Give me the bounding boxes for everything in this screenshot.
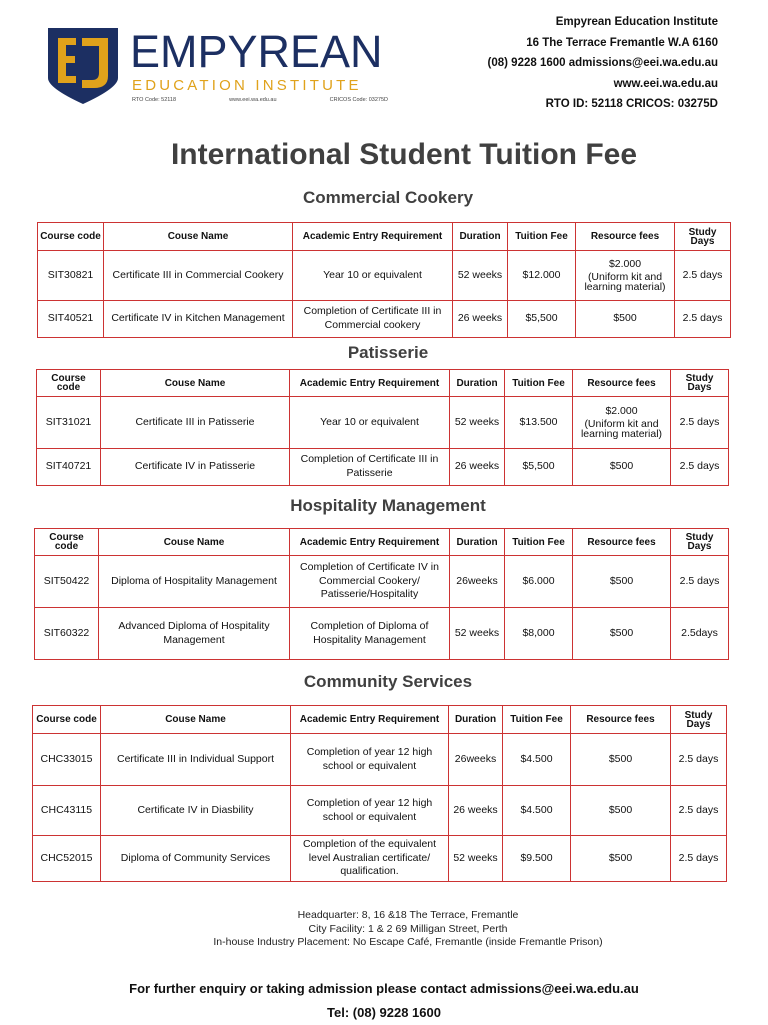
duration: 26 weeks <box>449 786 503 836</box>
header-resource-fees: Resource fees <box>576 223 675 251</box>
duration: 26 weeks <box>453 301 508 338</box>
study-days: 2.5days <box>671 608 729 660</box>
entry-requirement: Completion of the equivalent level Australian certificate/ qualification. <box>291 836 449 882</box>
header-course-name: Couse Name <box>101 706 291 734</box>
header-course-code: Course code <box>35 529 99 556</box>
resource-fee-amount: $2.000 <box>608 258 642 271</box>
entry-requirement: Completion of Certificate IV in Commercial Cookery/ Patisserie/Hospitality <box>290 556 450 608</box>
resource-fees: $500 <box>571 734 671 786</box>
entry-requirement: Completion of year 12 high school or equivalent <box>291 734 449 786</box>
section-title-patisserie: Patisserie <box>347 343 429 362</box>
table-row <box>38 301 731 338</box>
course-code: SIT50422 <box>35 556 99 608</box>
tuition-fee: $8,000 <box>505 608 573 660</box>
header-course-code: Course code <box>38 223 104 251</box>
course-name: Certificate IV in Patisserie <box>101 449 290 486</box>
header-course-code: Course code <box>37 370 101 397</box>
tuition-fee: $13.500 <box>505 397 573 449</box>
table-row <box>37 397 729 449</box>
course-name: Certificate III in Patisserie <box>101 397 290 449</box>
study-days: 2.5 days <box>671 836 727 882</box>
tuition-fee: $4.500 <box>503 786 571 836</box>
resource-fees: $500 <box>571 786 671 836</box>
course-name: Diploma of Hospitality Management <box>99 556 290 608</box>
footer-placement: In-house Industry Placement: No Escape Café, Fremantle (inside Fremantle Prison) <box>213 936 603 948</box>
course-name: Certificate III in Individual Support <box>101 734 291 786</box>
tuition-fee: $5,500 <box>505 449 573 486</box>
duration: 26weeks <box>449 734 503 786</box>
table-row <box>33 836 727 882</box>
course-name: Certificate IV in Diasbility <box>101 786 291 836</box>
duration: 26 weeks <box>450 449 505 486</box>
course-code: SIT40521 <box>38 301 104 338</box>
fee-table-hospitality-management <box>34 528 729 660</box>
fee-table-community-services <box>32 705 727 882</box>
duration: 52 weeks <box>450 397 505 449</box>
shield-logo-icon <box>46 26 120 106</box>
resource-fee-note: (Uniform kit and learning material) <box>580 417 663 441</box>
table-row <box>35 556 729 608</box>
rto-code: RTO Code: 52118 <box>132 97 177 103</box>
course-code: CHC33015 <box>33 734 101 786</box>
header-resource-fees: Resource fees <box>571 706 671 734</box>
header-tuition-fee: Tuition Fee <box>505 529 573 556</box>
header-course-name: Couse Name <box>104 223 293 251</box>
contact-rto: RTO ID: 52118 CRICOS: 03275D <box>545 98 718 111</box>
header-study-days: Study Days <box>671 706 727 734</box>
resource-fee-note: (Uniform kit and learning material) <box>584 270 666 294</box>
resource-fees: $500 <box>576 301 675 338</box>
header-course-code: Course code <box>33 706 101 734</box>
resource-fees: $500 <box>573 556 671 608</box>
table-row <box>33 786 727 836</box>
table-header-row <box>35 529 729 556</box>
course-name: Certificate IV in Kitchen Management <box>104 301 293 338</box>
header-entry-requirement: Academic Entry Requirement <box>291 706 449 734</box>
table-header-row <box>38 223 731 251</box>
course-code: SIT31021 <box>37 397 101 449</box>
brand-name: EMPYREAN <box>130 26 383 77</box>
course-name: Certificate III in Commercial Cookery <box>104 251 293 301</box>
enquiry-text[interactable]: For further enquiry or taking admission please contact admissions@eei.wa.edu.au <box>129 981 639 996</box>
course-name: Advanced Diploma of Hospitality Management <box>99 608 290 660</box>
entry-requirement: Year 10 or equivalent <box>290 397 450 449</box>
section-title-commercial-cookery: Commercial Cookery <box>302 188 474 207</box>
table-header-row <box>33 706 727 734</box>
study-days: 2.5 days <box>675 301 731 338</box>
contact-block <box>488 12 718 115</box>
table-row <box>38 251 731 301</box>
study-days: 2.5 days <box>671 397 729 449</box>
course-code: CHC52015 <box>33 836 101 882</box>
table-row <box>33 734 727 786</box>
header-entry-requirement: Academic Entry Requirement <box>290 370 450 397</box>
header-tuition-fee: Tuition Fee <box>508 223 576 251</box>
resource-fees: $500 <box>573 449 671 486</box>
study-days: 2.5 days <box>671 556 729 608</box>
header-study-days: Study Days <box>675 223 731 251</box>
tuition-fee: $5,500 <box>508 301 576 338</box>
cricos-code: CRICOS Code: 03275D <box>329 97 388 103</box>
institute-logo <box>46 26 391 108</box>
header-resource-fees: Resource fees <box>573 370 671 397</box>
course-code: SIT40721 <box>37 449 101 486</box>
duration: 52 weeks <box>453 251 508 301</box>
course-code: SIT60322 <box>35 608 99 660</box>
course-name: Diploma of Community Services <box>101 836 291 882</box>
contact-address: 16 The Terrace Fremantle W.A 6160 <box>526 36 718 49</box>
study-days: 2.5 days <box>671 734 727 786</box>
study-days: 2.5 days <box>671 449 729 486</box>
entry-requirement: Completion of year 12 high school or equivalent <box>291 786 449 836</box>
tuition-fee: $9.500 <box>503 836 571 882</box>
course-code: SIT30821 <box>38 251 104 301</box>
entry-requirement: Completion of Diploma of Hospitality Management <box>290 608 450 660</box>
footer-addresses <box>0 909 768 950</box>
table-row <box>37 449 729 486</box>
header-tuition-fee: Tuition Fee <box>503 706 571 734</box>
resource-fees: $500 <box>571 836 671 882</box>
resource-fee-amount: $2.000 <box>605 405 638 418</box>
tuition-fee: $6.000 <box>505 556 573 608</box>
fee-table-patisserie <box>36 369 729 486</box>
header-duration: Duration <box>450 370 505 397</box>
page-title: International Student Tuition Fee <box>170 138 638 171</box>
section-title-community-services: Community Services <box>303 672 473 691</box>
resource-fees: $500 <box>573 608 671 660</box>
header-tuition-fee: Tuition Fee <box>505 370 573 397</box>
study-days: 2.5 days <box>671 786 727 836</box>
tuition-fee: $4.500 <box>503 734 571 786</box>
resource-fees <box>573 397 671 449</box>
duration: 52 weeks <box>449 836 503 882</box>
table-header-row <box>37 370 729 397</box>
header-study-days: Study Days <box>671 370 729 397</box>
tuition-fee: $12.000 <box>508 251 576 301</box>
duration: 52 weeks <box>450 608 505 660</box>
enquiry-tel[interactable]: Tel: (08) 9228 1600 <box>327 1005 441 1020</box>
header-entry-requirement: Academic Entry Requirement <box>293 223 453 251</box>
section-title-hospitality-management: Hospitality Management <box>290 496 486 515</box>
resource-fees <box>576 251 675 301</box>
header-entry-requirement: Academic Entry Requirement <box>290 529 450 556</box>
header-duration: Duration <box>449 706 503 734</box>
header-duration: Duration <box>453 223 508 251</box>
fee-table-commercial-cookery <box>37 222 731 338</box>
contact-website[interactable]: www.eei.wa.edu.au <box>613 77 718 90</box>
brand-website: www.eei.wa.edu.au <box>229 97 277 103</box>
brand-subtitle: EDUCATION INSTITUTE <box>132 77 362 94</box>
entry-requirement: Year 10 or equivalent <box>293 251 453 301</box>
footer-enquiry <box>0 977 768 1025</box>
contact-phone-email[interactable]: (08) 9228 1600 admissions@eei.wa.edu.au <box>487 57 718 70</box>
footer-city-facility: City Facility: 1 & 2 69 Milligan Street, Perth <box>308 922 508 935</box>
brand-meta <box>132 97 388 103</box>
header-study-days: Study Days <box>671 529 729 556</box>
header-course-name: Couse Name <box>99 529 290 556</box>
contact-org: Empyrean Education Institute <box>555 16 718 28</box>
duration: 26weeks <box>450 556 505 608</box>
header-course-name: Couse Name <box>101 370 290 397</box>
table-row <box>35 608 729 660</box>
header-duration: Duration <box>450 529 505 556</box>
footer-headquarter: Headquarter: 8, 16 &18 The Terrace, Fremantle <box>297 909 519 921</box>
header-resource-fees: Resource fees <box>573 529 671 556</box>
entry-requirement: Completion of Certificate III in Patisserie <box>290 449 450 486</box>
entry-requirement: Completion of Certificate III in Commercial cookery <box>293 301 453 338</box>
course-code: CHC43115 <box>33 786 101 836</box>
study-days: 2.5 days <box>675 251 731 301</box>
